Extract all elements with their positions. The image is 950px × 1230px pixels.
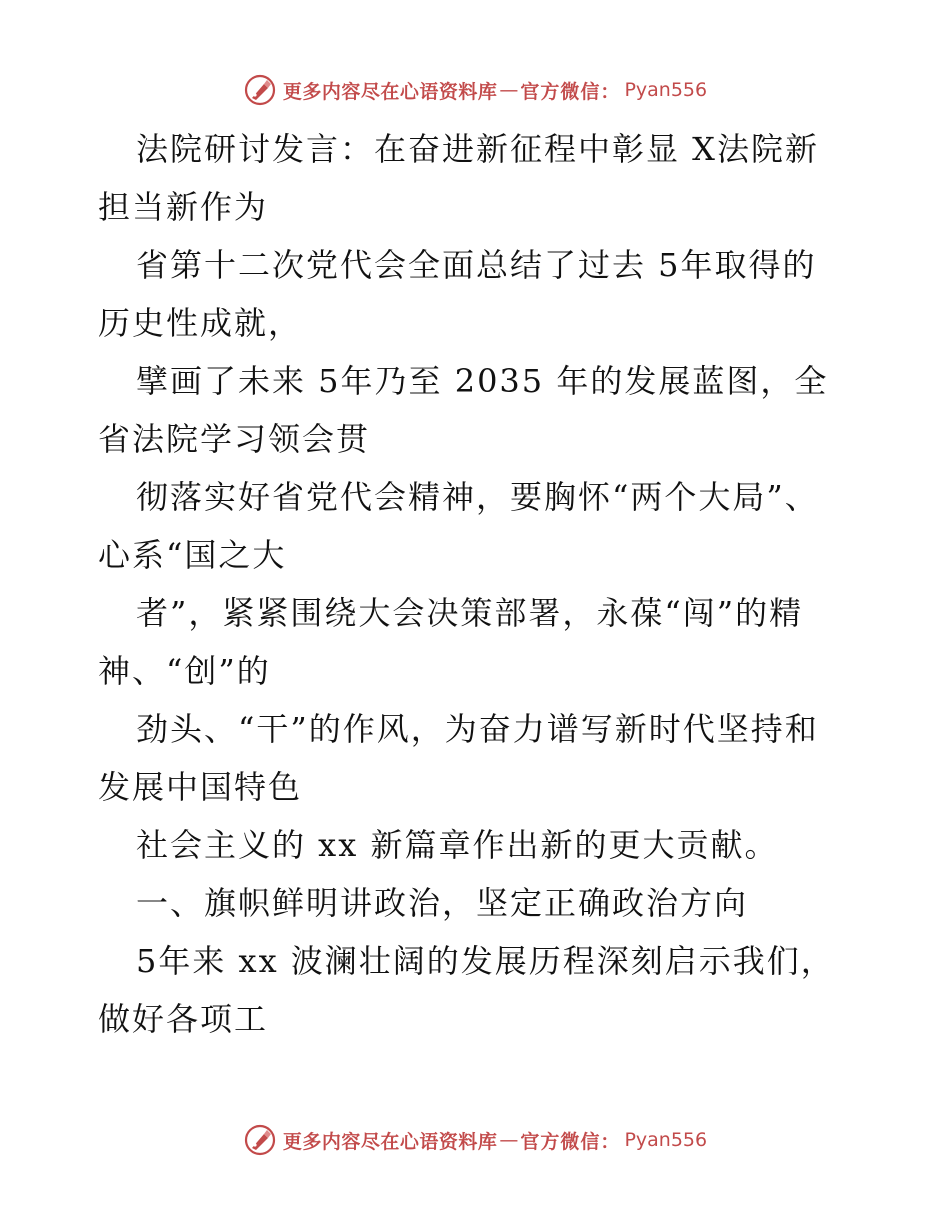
watermark-account: Pyan556 <box>624 1129 708 1151</box>
header-watermark <box>0 70 950 110</box>
document-line: 历史性成就， <box>98 304 303 342</box>
watermark-label: 官方微信： <box>520 80 621 103</box>
watermark-label: 官方微信： <box>520 1130 621 1153</box>
document-body <box>98 120 858 1048</box>
footer-watermark <box>0 1120 950 1160</box>
document-line: 做好各项工 <box>98 1000 269 1038</box>
document-line: 法院研讨发言：在奋进新征程中彰显 X法院新 <box>136 130 819 168</box>
watermark-main-text: 更多内容尽在心语资料库 <box>282 80 498 103</box>
document-line: 心系“国之大 <box>98 536 287 574</box>
watermark-separator: — <box>499 1129 519 1151</box>
document-line: 一、旗帜鲜明讲政治，坚定正确政治方向 <box>136 884 749 922</box>
document-line: 社会主义的 xx 新篇章作出新的更大贡献。 <box>136 826 779 864</box>
document-line: 神、“创”的 <box>98 652 271 690</box>
watermark-account: Pyan556 <box>624 79 708 101</box>
document-line: 担当新作为 <box>98 188 269 226</box>
document-line: 劲头、“干”的作风，为奋力谱写新时代坚持和 <box>136 710 819 748</box>
document-line: 省法院学习领会贯 <box>98 420 371 458</box>
watermark-separator: — <box>499 79 519 101</box>
pen-nib-logo-icon <box>243 73 277 107</box>
document-line: 发展中国特色 <box>98 768 303 806</box>
document-line: 擘画了未来 5年乃至 2035 年的发展蓝图，全 <box>136 362 829 400</box>
document-line: 彻落实好省党代会精神，要胸怀“两个大局”、 <box>136 478 819 516</box>
watermark-main-text: 更多内容尽在心语资料库 <box>282 1130 498 1153</box>
document-line: 5年来 xx 波澜壮阔的发展历程深刻启示我们， <box>136 942 835 980</box>
pen-nib-logo-icon <box>243 1123 277 1157</box>
document-line: 者”，紧紧围绕大会决策部署，永葆“闯”的精 <box>136 594 804 632</box>
document-line: 省第十二次党代会全面总结了过去 5年取得的 <box>136 246 817 284</box>
